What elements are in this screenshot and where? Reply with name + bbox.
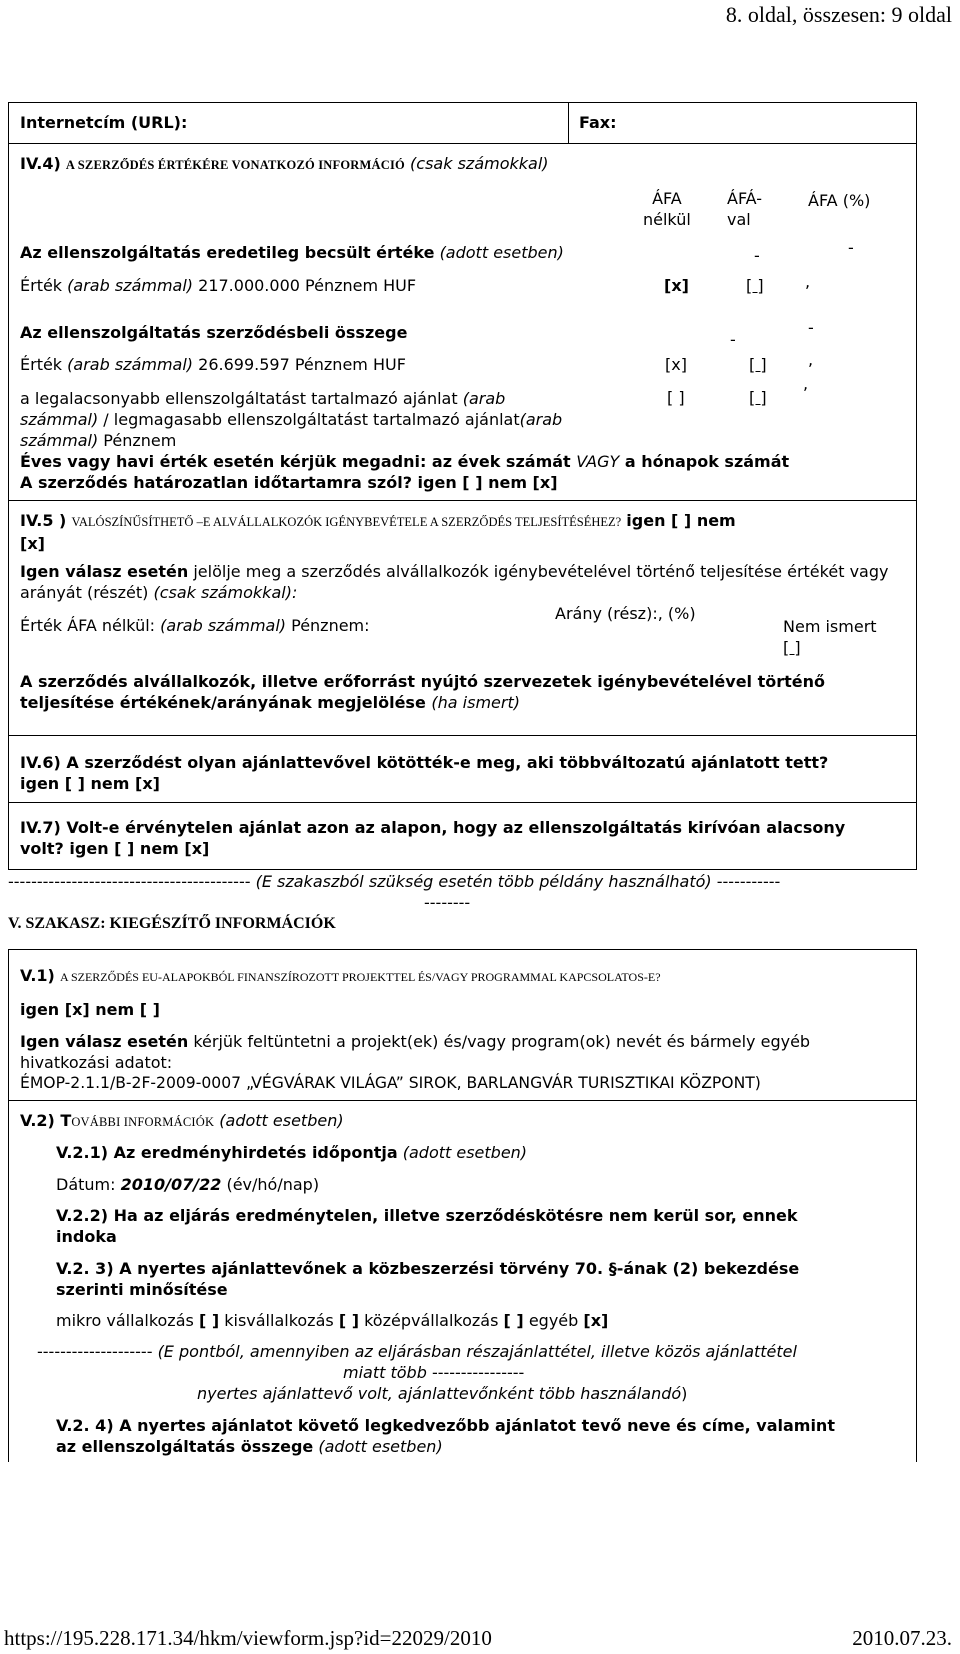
iv5-igen-instructions bbox=[20, 561, 915, 603]
v2-left-border bbox=[8, 1100, 9, 1462]
indefinite-term: A szerződés határozatlan időtartamra szól? igen [ ] nem [x] bbox=[20, 473, 558, 492]
v2-right-border bbox=[916, 1100, 917, 1462]
col-afaval-1: ÁFÁ- bbox=[727, 189, 763, 208]
iv7-question bbox=[20, 817, 910, 859]
separator-2-note: (E pontból, amennyiben az eljárásban részajánlattétel, illetve közös ajánlattétel bbox=[157, 1342, 797, 1361]
separator-1-note: (E szakaszból szükség esetén több példány használható) bbox=[255, 872, 712, 891]
contract-value-prefix: Érték bbox=[20, 355, 63, 374]
section-v-title: V. SZAKASZ: KIEGÉSZÍTŐ INFORMÁCIÓK bbox=[8, 915, 336, 932]
iv5-subcontract-1: A szerződés alvállalkozók, illetve erőforrást nyújtó szervezetek igénybevételével történő bbox=[20, 672, 826, 691]
v1-project-reference: ÉMOP-2.1.1/B-2F-2009-0007 „VÉGVÁRAK VILÁGA” SIROK, BARLANGVÁR TURISZTIKAI KÖZPONT) bbox=[20, 1074, 761, 1092]
lowest-checkbox-afaval bbox=[749, 388, 767, 407]
lowest-3: számmal) bbox=[20, 410, 99, 429]
separator-2-note-3: nyertes ajánlattevő volt, ajánlattevőnként több használandó bbox=[197, 1384, 682, 1403]
separator-2-line-3 bbox=[197, 1384, 687, 1403]
iv5-question bbox=[20, 510, 910, 554]
v23-size-options bbox=[56, 1311, 608, 1330]
col-afaval-2: val bbox=[727, 210, 751, 229]
v24-title-text: V.2. 4) A nyertes ajánlatot követő legkedvezőbb ajánlatot tevő neve és címe, valamint bbox=[56, 1416, 835, 1435]
page-indicator: 8. oldal, összesen: 9 oldal bbox=[725, 2, 952, 27]
v22-title bbox=[56, 1205, 911, 1247]
v24-title bbox=[56, 1415, 911, 1457]
footer-date: 2010.07.23. bbox=[852, 1626, 952, 1650]
iv5-subcontract-note: (ha ismert) bbox=[431, 693, 520, 712]
orig-checkbox-afa-nelkul: [x] bbox=[664, 276, 689, 295]
contract-value-note: (arab számmal) bbox=[67, 355, 194, 374]
iv6-answer: igen [ ] nem [x] bbox=[20, 774, 160, 793]
yearly-1: Éves vagy havi érték esetén kérjük megadni: az évek számát bbox=[20, 452, 571, 471]
separator-2-line-1 bbox=[37, 1342, 797, 1361]
orig-comma: , bbox=[805, 272, 811, 291]
orig-dash-1: - bbox=[754, 246, 760, 265]
iv5-answer: igen [ ] nem bbox=[626, 511, 736, 530]
iv5-value-note: (arab számmal) bbox=[160, 616, 287, 635]
size-medium-label: középvállalkozás bbox=[364, 1311, 499, 1330]
col-header-afa-pct: ÁFA (%) bbox=[808, 191, 871, 210]
separator-2-note-2: miatt több bbox=[343, 1363, 427, 1382]
v21-date bbox=[56, 1175, 319, 1194]
iv7-text-2: volt? igen [ ] nem [x] bbox=[20, 839, 210, 858]
iv4-number: IV.4) bbox=[20, 154, 61, 173]
separator-2-close: ) bbox=[681, 1384, 688, 1403]
date-value: 2010/07/22 bbox=[120, 1175, 222, 1194]
contract-value-row bbox=[20, 355, 406, 374]
footer-url: https://195.228.171.34/hkm/viewform.jsp?id=22029/2010 bbox=[4, 1626, 492, 1650]
iv6-text: IV.6) A szerződést olyan ajánlattevővel kötötték-e meg, aki többváltozatú ajánlatott tett? bbox=[20, 753, 829, 772]
size-small-label: kisvállalkozás bbox=[224, 1311, 334, 1330]
col-header-afaval bbox=[727, 188, 762, 230]
lowest-7: Pénznem bbox=[103, 431, 177, 450]
orig-dash-2: - bbox=[848, 238, 854, 257]
iv4-title: A SZERZŐDÉS ÉRTÉKÉRE VONATKOZÓ INFORMÁCIÓ bbox=[65, 158, 405, 172]
iv5-title: VALÓSZÍNŰSÍTHETŐ –E ALVÁLLALKOZÓK IGÉNYBEVÉTELE A SZERZŐDÉS TELJESÍTÉSÉHEZ? bbox=[71, 515, 622, 529]
size-micro-label: mikro vállalkozás bbox=[56, 1311, 194, 1330]
v21-note: (adott esetben) bbox=[402, 1143, 528, 1162]
iv5-value-row bbox=[20, 616, 370, 635]
v23-title-text: V.2. 3) A nyertes ajánlattevőnek a közbeszerzési törvény 70. §-ának (2) bekezdése bbox=[56, 1259, 800, 1278]
date-format: (év/hó/nap) bbox=[226, 1175, 320, 1194]
lowest-1: a legalacsonyabb ellenszolgáltatást tartalmazó ajánlat bbox=[20, 389, 458, 408]
iv5-igen-label: Igen válasz esetén bbox=[20, 562, 189, 581]
orig-value: 217.000.000 Pénznem HUF bbox=[198, 276, 417, 295]
iv5-number: IV.5 ) bbox=[20, 511, 67, 530]
orig-value-row bbox=[20, 276, 416, 295]
lowest-5: (arab bbox=[519, 410, 563, 429]
v2-title-text: OVÁBBI INFORMÁCIÓK bbox=[71, 1115, 215, 1129]
v1-igen-instructions bbox=[20, 1031, 910, 1073]
lowest-6: számmal) bbox=[20, 431, 99, 450]
separator-1-left: ------------------------------------------ bbox=[8, 872, 251, 891]
separator-1-right: ----------- bbox=[716, 872, 781, 891]
v2-title bbox=[20, 1111, 344, 1130]
iv5-igen-text-2: vagy arányát (részét) bbox=[20, 562, 889, 602]
orig-c2: [ ] bbox=[746, 276, 764, 295]
separator-2-dash: ---------------- bbox=[431, 1363, 525, 1382]
v22-title-text: V.2.2) Ha az eljárás eredménytelen, illetve szerződéskötésre nem kerül sor, ennek bbox=[56, 1206, 798, 1225]
contract-dash-1: - bbox=[730, 330, 736, 349]
section-iv4-title bbox=[20, 154, 549, 173]
iv5-ratio: Arány (rész):, (%) bbox=[555, 604, 696, 623]
contract-c2: [ ] bbox=[749, 355, 767, 374]
contract-value: 26.699.597 Pénznem HUF bbox=[198, 355, 406, 374]
contract-dash-2: - bbox=[808, 318, 814, 337]
contract-comma-2: , bbox=[803, 374, 809, 393]
yearly-2: VAGY bbox=[576, 452, 620, 471]
v2-note: (adott esetben) bbox=[219, 1111, 344, 1130]
v1-number: V.1) bbox=[20, 966, 55, 985]
iv5-subcontract-2: teljesítése értékének/arányának megjelölése bbox=[20, 693, 426, 712]
yearly-3: a hónapok számát bbox=[624, 452, 790, 471]
fax-label: Fax: bbox=[579, 113, 617, 132]
orig-value-prefix: Érték bbox=[20, 276, 63, 295]
v21-title-text: V.2.1) Az eredményhirdetés időpontja bbox=[56, 1143, 398, 1162]
size-small-checkbox: [ ] bbox=[338, 1311, 360, 1330]
iv5-unknown-box: [ ] bbox=[783, 638, 801, 657]
iv4-title-note: (csak számokkal) bbox=[410, 154, 549, 173]
separator-2-left: -------------------- bbox=[37, 1342, 153, 1361]
separator-1-continued: -------- bbox=[424, 893, 471, 912]
orig-value-label bbox=[20, 243, 564, 262]
yearly-value-note bbox=[20, 452, 789, 471]
v1-igen-text-2: hivatkozási adatot: bbox=[20, 1053, 173, 1072]
v23-title-text-2: szerinti minősítése bbox=[56, 1280, 228, 1299]
v1-title bbox=[20, 966, 661, 985]
v1-igen-text: kérjük feltüntetni a projekt(ek) és/vagy program(ok) nevét és bármely egyéb bbox=[193, 1032, 811, 1051]
contract-checkbox-afa-nelkul: [x] bbox=[665, 355, 687, 374]
iv5-value-suffix: Pénznem: bbox=[291, 616, 370, 635]
v2-number: V.2) T bbox=[20, 1111, 72, 1130]
lowest-checkbox-afa-nelkul: [ ] bbox=[667, 388, 685, 407]
contract-comma: , bbox=[808, 350, 814, 369]
v1-title-text: A SZERZŐDÉS EU-ALAPOKBÓL FINANSZÍROZOTT PROJEKTTEL ÉS/VAGY PROGRAMMAL KAPCSOLATOS-E? bbox=[59, 970, 661, 984]
iv5-value-label: Érték ÁFA nélkül: bbox=[20, 616, 156, 635]
orig-note: (adott esetben) bbox=[439, 243, 564, 262]
v21-title bbox=[56, 1143, 527, 1162]
v1-igen-label: Igen válasz esetén bbox=[20, 1032, 189, 1051]
v1-answer: igen [x] nem [ ] bbox=[20, 1000, 160, 1019]
size-micro-checkbox: [ ] bbox=[198, 1311, 220, 1330]
contract-checkbox-afaval bbox=[749, 355, 767, 374]
orig-checkbox-afaval bbox=[746, 276, 764, 295]
col-header-afa-nelkul bbox=[643, 188, 691, 230]
col-afa-nelkul-1: ÁFA bbox=[652, 189, 682, 208]
contact-divider bbox=[568, 102, 569, 144]
col-afa-nelkul-2: nélkül bbox=[643, 210, 691, 229]
v23-title bbox=[56, 1258, 911, 1300]
size-other-label: egyéb bbox=[528, 1311, 579, 1330]
iv6-question bbox=[20, 752, 910, 794]
iv5-igen-note: (csak számokkal): bbox=[153, 583, 298, 602]
lowest-c2: [ ] bbox=[749, 388, 767, 407]
url-label: Internetcím (URL): bbox=[20, 113, 188, 132]
iv7-text: IV.7) Volt-e érvénytelen ajánlat azon az alapon, hogy az ellenszolgáltatás kirívóan alacsony bbox=[20, 818, 846, 837]
orig-label: Az ellenszolgáltatás eredetileg becsült értéke bbox=[20, 243, 435, 262]
separator-2-line-2 bbox=[343, 1363, 524, 1382]
v22-title-text-2: indoka bbox=[56, 1227, 117, 1246]
orig-value-note: (arab számmal) bbox=[67, 276, 194, 295]
separator-1 bbox=[8, 872, 780, 891]
v24-title-text-2: az ellenszolgáltatás összege bbox=[56, 1437, 314, 1456]
lowest-highest-offer bbox=[20, 388, 640, 451]
iv5-subcontract bbox=[20, 671, 910, 713]
iv5-unknown bbox=[783, 616, 877, 658]
size-other-checkbox: [x] bbox=[583, 1311, 609, 1330]
iv5-unknown-label: Nem ismert bbox=[783, 617, 877, 636]
lowest-4: / legmagasabb ellenszolgáltatást tartalmazó ajánlat bbox=[103, 410, 520, 429]
contract-label: Az ellenszolgáltatás szerződésbeli összege bbox=[20, 323, 408, 342]
iv5-answer-2: [x] bbox=[20, 534, 45, 553]
lowest-2: (arab bbox=[462, 389, 506, 408]
v24-note: (adott esetben) bbox=[318, 1437, 443, 1456]
date-label: Dátum: bbox=[56, 1175, 116, 1194]
size-medium-checkbox: [ ] bbox=[503, 1311, 524, 1330]
iv5-igen-text-1: jelölje meg a szerződés alvállalkozók igénybevételével történő teljesítése értékét bbox=[193, 562, 845, 581]
